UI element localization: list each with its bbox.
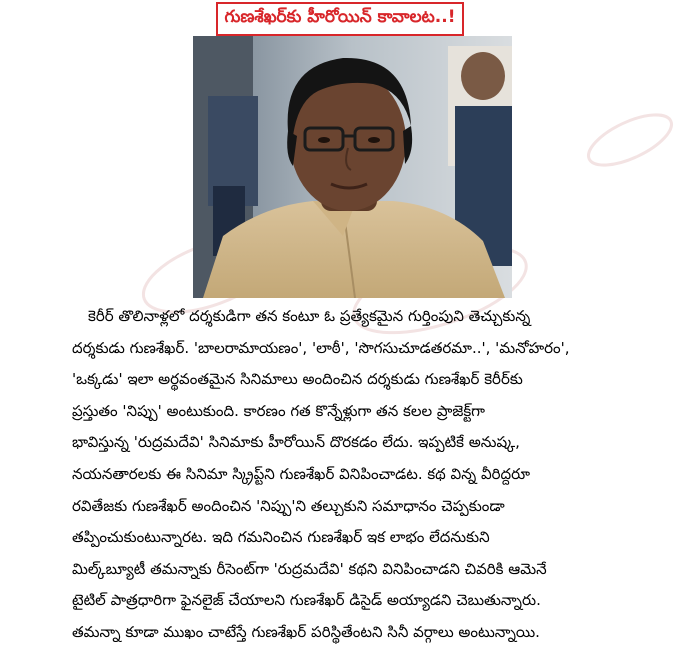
headline-text: గుణశేఖర్‌కు హీరోయిన్ కావాలట..!: [224, 7, 456, 27]
article-line: రవితేజకు గుణశేఖర్ అందించిన 'నిప్పు'ని తల్చుకుని సమాధానం చెప్పకుండా: [72, 496, 505, 515]
headline-box: [216, 2, 464, 36]
article-line: మిల్క్‌బ్యూటీ తమన్నాకు రీసెంట్‌గా 'రుద్రమదేవి' కథని వినిపించాడని చివరికి ఆమెనే: [72, 559, 547, 578]
article-line: నయనతారలకు ఈ సినిమా స్క్రిప్ట్‌ని గుణశేఖర్ వినిపించాడట. కథ విన్న వీరిద్దరూ: [72, 464, 531, 483]
article-line: భావిస్తున్న 'రుద్రమదేవి' సినిమాకు హీరోయిన్ దొరకడం లేదు. ఇప్పటికే అనుష్క,: [72, 433, 520, 452]
article-line: తమన్నా కూడా ముఖం చాటేస్తే గుణశేఖర్ పరిస్థితేంటని సినీ వర్గాలు అంటున్నాయి.: [72, 622, 540, 641]
article-line: టైటిల్ పాత్రధారిగా ఫైనలైజ్ చేయాలని గుణశేఖర్ డిసైడ్ అయ్యాడని చెబుతున్నారు.: [72, 591, 541, 610]
article-photo: [193, 36, 512, 298]
article-line: తప్పించుకుంటున్నారట. ఇది గమనించిన గుణశేఖర్ ఇక లాభం లేదనుకుని: [72, 528, 490, 547]
article-line: దర్శకుడు గుణశేఖర్. 'బాలరామాయణం', 'లాఠీ', 'సొగసుచూడతరమా..', 'మనోహరం',: [72, 338, 570, 357]
portrait-illustration: [193, 36, 512, 298]
article-line: కెరీర్ తొలినాళ్లలో దర్శకుడిగా తన కంటూ ఓ ప్రత్యేకమైన గుర్తింపుని తెచ్చుకున్న: [88, 307, 531, 325]
article-line: 'ఒక్కడు' ఇలా అర్థవంతమైన సినిమాలు అందించిన దర్శకుడు గుణశేఖర్ కెరీర్‌కు: [72, 370, 523, 389]
article-line: ప్రస్తుతం 'నిప్పు' అంటుకుంది. కారణం గత కొన్నేళ్లుగా తన కలల ప్రాజెక్ట్‌గా: [72, 401, 485, 420]
article-body: [72, 301, 614, 649]
